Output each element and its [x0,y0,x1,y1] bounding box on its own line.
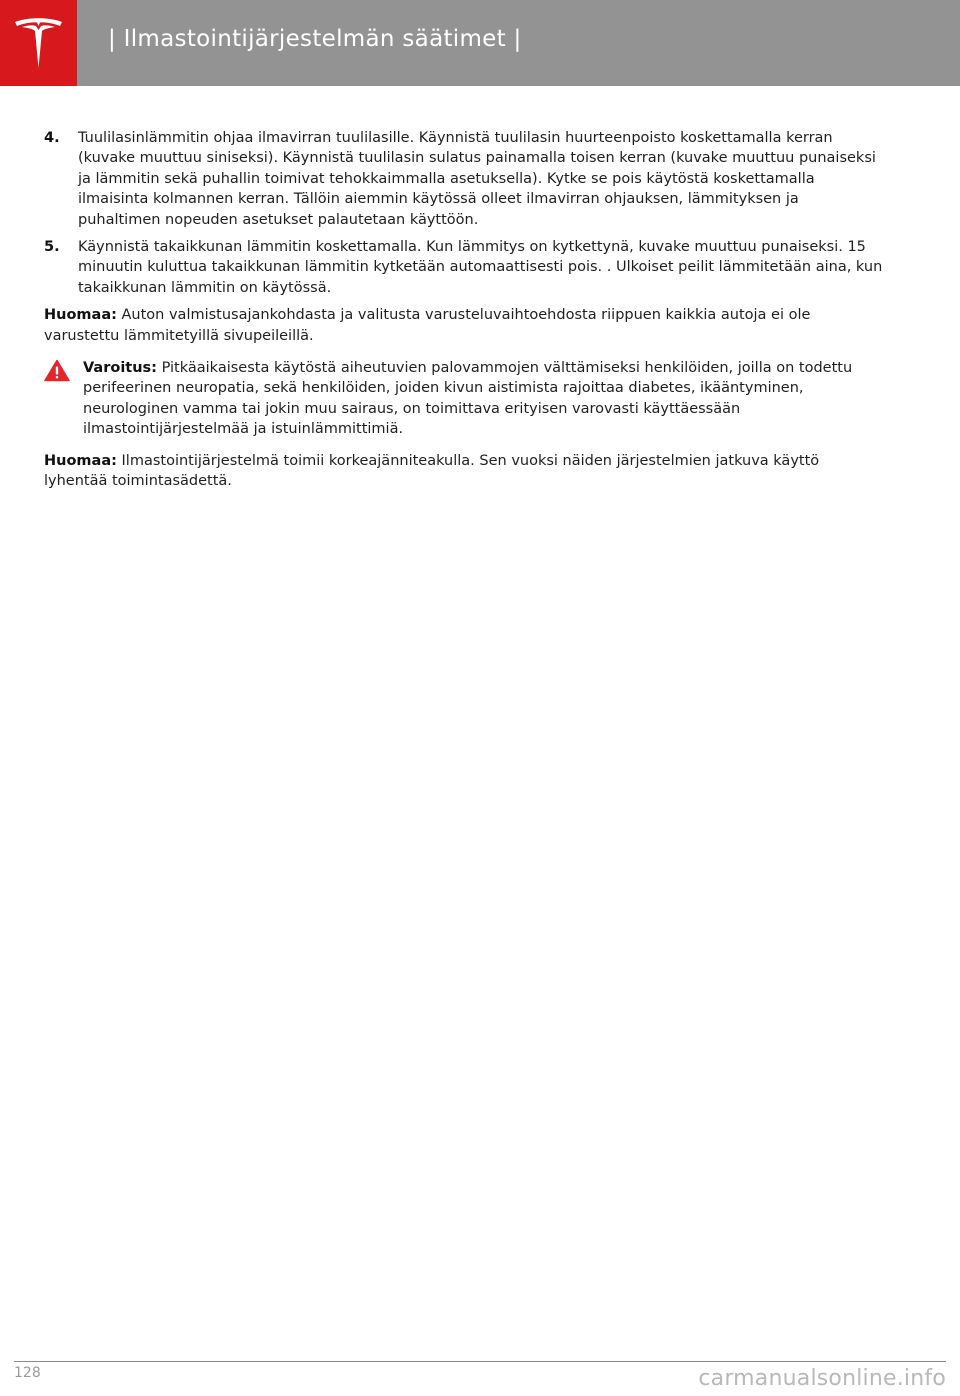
note-text: Auton valmistusajankohdasta ja valitusta varusteluvaihtoehdosta riippuen kaikkia autoja ei ole varustettu lämmitetyillä sivupeileillä. [44,307,811,344]
page-number: 128 [14,1365,41,1381]
section-title: | Ilmastointijärjestelmän säätimet | [108,26,522,52]
warning-label: Varoitus: [83,360,157,377]
list-item [44,237,884,298]
note-text: Ilmastointijärjestelmä toimii korkeajänniteakulla. Sen vuoksi näiden järjestelmien jatkuva käyttö lyhentää toimintasädettä. [44,452,820,490]
note-label: Huomaa: [44,452,117,469]
note-paragraph [44,305,884,346]
page-content [44,128,884,503]
warning-block [44,358,884,440]
warning-triangle-icon [44,359,70,382]
page-header [0,0,960,86]
list-item-number: 5. [44,239,60,256]
watermark: carmanualsonline.info [698,1366,946,1391]
list-item-number: 4. [44,130,60,146]
note-paragraph [44,451,884,492]
note-label: Huomaa: [44,307,117,324]
footer-divider [14,1361,946,1362]
brand-logo [0,0,77,86]
warning-text: Pitkäaikaisesta käytöstä aiheutuvien palovammojen välttämiseksi henkilöiden, joilla on todettu perifeerinen neuropatia, sekä henkilöiden, joiden kivun aistimista rajoittaa diabetes, ikääntyminen, neurologinen vamma tai jokin muu sairaus, on toimittava erityisen varovasti käyttäessään ilmastointijärjestelmää ja istuinlämmittimiä. [83,360,853,438]
list-item-text: Tuulilasinlämmitin ohjaa ilmavirran tuulilasille. Käynnistä tuulilasin huurteenpoisto koskettamalla kerran (kuvake muuttuu siniseksi). Käynnistä tuulilasin sulatus painamalla toisen kerran (kuvake muuttuu punaiseksi ja lämmitin sekä puhallin toimivat tehokkaimmalla asetuksella). Kytke se pois käytöstä koskettamalla ilmaisinta kolmannen kerran. Tällöin aiemmin käytössä olleet ilmavirran ohjauksen, lämmityksen ja puhaltimen nopeuden asetukset palautetaan käyttöön. [78,130,876,228]
list-item [44,128,884,230]
tesla-logo-icon [13,16,64,70]
list-item-text: Käynnistä takaikkunan lämmitin koskettamalla. Kun lämmitys on kytkettynä, kuvake muuttuu punaiseksi. 15 minuutin kuluttua takaikkunan lämmitin kytketään automaattisesti pois. . Ulkoiset peilit lämmitetään aina, kun takaikkunan lämmitin on käytössä. [78,239,883,296]
